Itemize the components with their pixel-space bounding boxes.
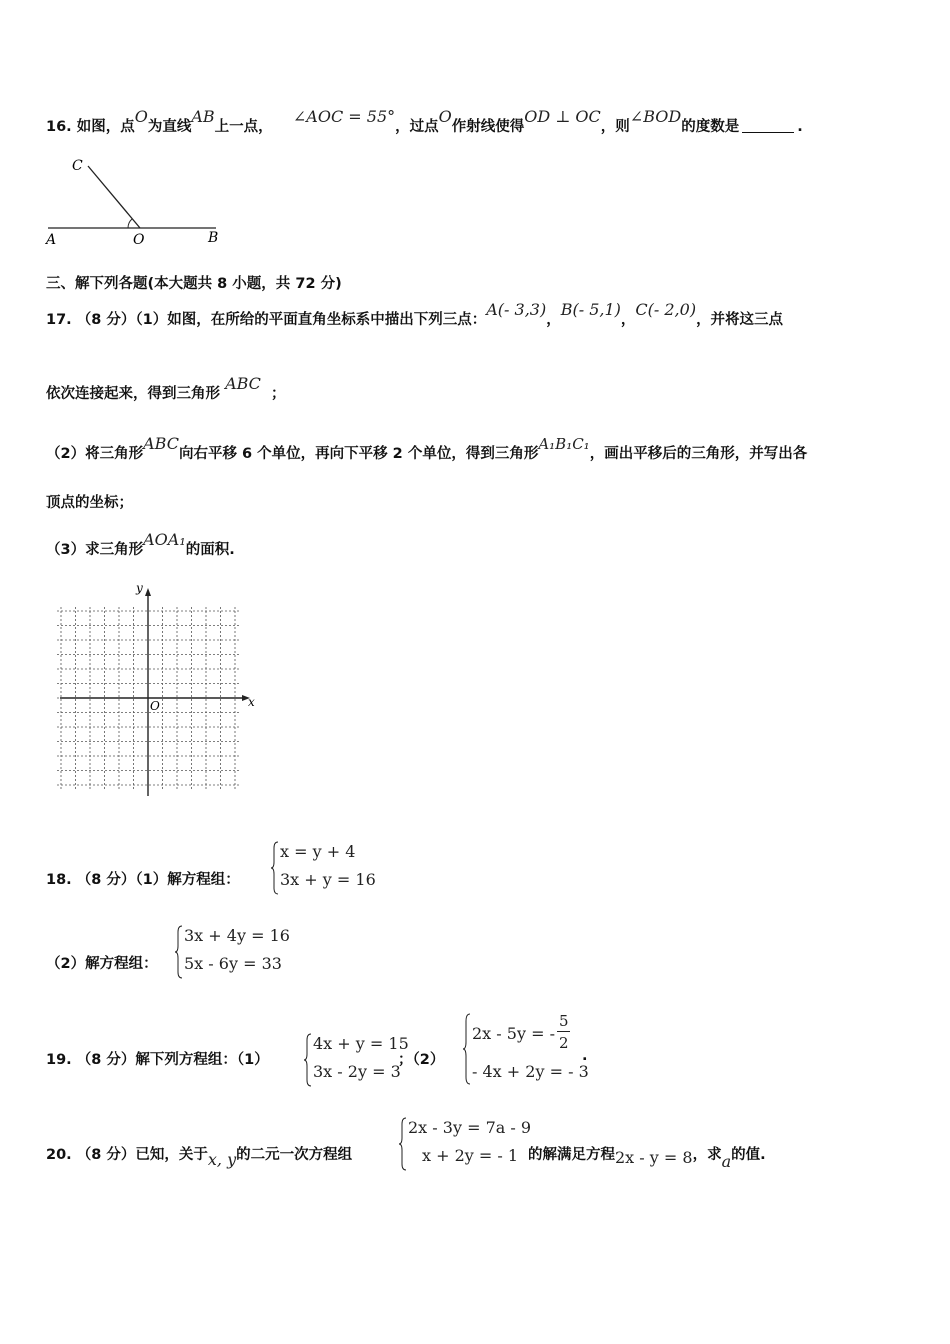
q17-text-8: 的面积. (185, 542, 235, 558)
q19-frac-den: 2 (559, 1034, 569, 1052)
q17-triangle-a1b1c1: A₁B₁C₁ (538, 435, 590, 453)
q17-point-b: B(- 5,1) (560, 300, 621, 319)
q16-text-4: ，过点 (395, 119, 439, 135)
q16-angle-aoc: ∠AOC = 55° (292, 107, 396, 126)
q17-triangle-aoa1: AOA₁ (143, 530, 186, 549)
q20-vars: x, y (207, 1150, 237, 1169)
q19-system-2 (462, 1012, 592, 1086)
q17-text-5: 向右平移 6 个单位，再向下平移 2 个单位，得到三角形 (178, 446, 539, 462)
q20-line (46, 1143, 353, 1169)
y-axis-arrow (145, 588, 151, 596)
brace-icon (462, 1012, 472, 1086)
label-a: A (46, 232, 57, 248)
q17-line-1 (46, 300, 784, 329)
q20-eq2: x + 2y = - 1 (422, 1146, 519, 1165)
label-o: O (133, 232, 145, 248)
q16-text-8: . (797, 119, 803, 135)
q18-line-2: （2）解方程组： (46, 956, 158, 972)
q16-angle-bod: ∠BOD (629, 107, 682, 126)
label-b: B (208, 230, 219, 246)
q16-line (46, 107, 803, 136)
q20-line-tail (528, 1143, 766, 1171)
q20-text-5: 的值. (731, 1147, 766, 1163)
q17-triangle-abc: ABC (225, 374, 261, 393)
q18-s1-eq2: 3x + y = 16 (280, 870, 376, 889)
q19-end: . (582, 1048, 588, 1064)
q17-sep-2: ， (620, 312, 636, 328)
q16-text-6: ，则 (600, 119, 630, 135)
coordinate-grid (52, 580, 262, 800)
y-axis-label: y (136, 581, 143, 595)
q18-system-1 (270, 840, 380, 896)
q20-system (398, 1116, 538, 1172)
q16-answer-blank (742, 131, 794, 133)
q19-s2-eq2: - 4x + 2y = - 3 (472, 1062, 589, 1081)
q17-line-2 (46, 374, 286, 403)
q17-text-7: （3）求三角形 (46, 542, 144, 558)
q17-text-1: 17. （8 分）（1）如图，在所给的平面直角坐标系中描出下列三点： (46, 312, 487, 328)
q16-text-2: 为直线 (147, 119, 192, 135)
q18-line-1: 18. （8 分）（1）解方程组： (46, 872, 240, 888)
q17-line-3 (46, 434, 808, 463)
q16-figure (44, 152, 234, 252)
q20-text-3: 的解满足方程 (528, 1147, 615, 1163)
q19-s1-eq1: 4x + y = 15 (313, 1034, 409, 1053)
q20-eq1: 2x - 3y = 7a - 9 (408, 1118, 532, 1137)
q17-text-6: ，画出平移后的三角形，并写出各 (589, 446, 808, 462)
q19-frac-num: 5 (559, 1012, 569, 1030)
q19-line-1: 19. （8 分）解下列方程组：（1） (46, 1052, 269, 1068)
q19-system-1 (303, 1032, 409, 1088)
q19-mid: ；（2） (398, 1052, 445, 1068)
q16-text-1: 16. 如图，点 (46, 119, 135, 135)
q17-text-4: （2）将三角形 (46, 446, 144, 462)
q18-s2-eq1: 3x + 4y = 16 (184, 926, 290, 945)
brace-icon (270, 840, 280, 896)
q16-line-ab: AB (191, 107, 215, 126)
angle-arc (128, 219, 132, 228)
q19-s1-eq2: 3x - 2y = 3 (313, 1062, 401, 1081)
brace-icon (174, 924, 184, 980)
q17-point-a: A(- 3,3) (486, 300, 547, 319)
q17-sep-1: ， (546, 312, 561, 328)
q17-text-2: ，并将这三点 (696, 312, 784, 328)
origin-label: O (150, 699, 160, 713)
q18-system-2 (174, 924, 304, 980)
q18-s1-eq1: x = y + 4 (280, 842, 356, 861)
q19-s2-eq1: 2x - 5y = - (472, 1024, 555, 1043)
brace-icon (303, 1032, 313, 1088)
brace-icon (398, 1116, 408, 1172)
q16-point-o: O (134, 107, 148, 126)
q17-line-4: 顶点的坐标； (46, 495, 133, 511)
q20-text-1: 20. （8 分）已知，关于 (46, 1147, 208, 1163)
q17-point-c: C(- 2,0) (635, 300, 697, 319)
q17-triangle-abc-2: ABC (143, 434, 179, 453)
q16-text-5: 作射线使得 (451, 119, 525, 135)
q17-line-5 (46, 530, 235, 559)
q20-text-4: ，求 (692, 1147, 722, 1163)
q20-text-2: 的二元一次方程组 (236, 1147, 353, 1163)
q18-s2-eq2: 5x - 6y = 33 (184, 954, 282, 973)
q16-text-7: 的度数是 (681, 119, 740, 135)
q16-perp: OD ⊥ OC (524, 107, 601, 126)
q17-text-3: 依次连接起来，得到三角形 (46, 386, 220, 402)
q16-point-o2: O (438, 107, 452, 126)
q20-equation: 2x - y = 8 (615, 1148, 693, 1167)
q17-semicolon: ； (271, 386, 286, 402)
section-3-heading: 三、解下列各题(本大题共 8 小题，共 72 分) (46, 276, 342, 292)
q19-frac-bar (557, 1031, 570, 1032)
x-axis-label: x (248, 695, 255, 709)
q16-text-3: 上一点， (214, 119, 273, 135)
q20-var-a: a (721, 1152, 732, 1171)
label-c: C (72, 158, 83, 174)
